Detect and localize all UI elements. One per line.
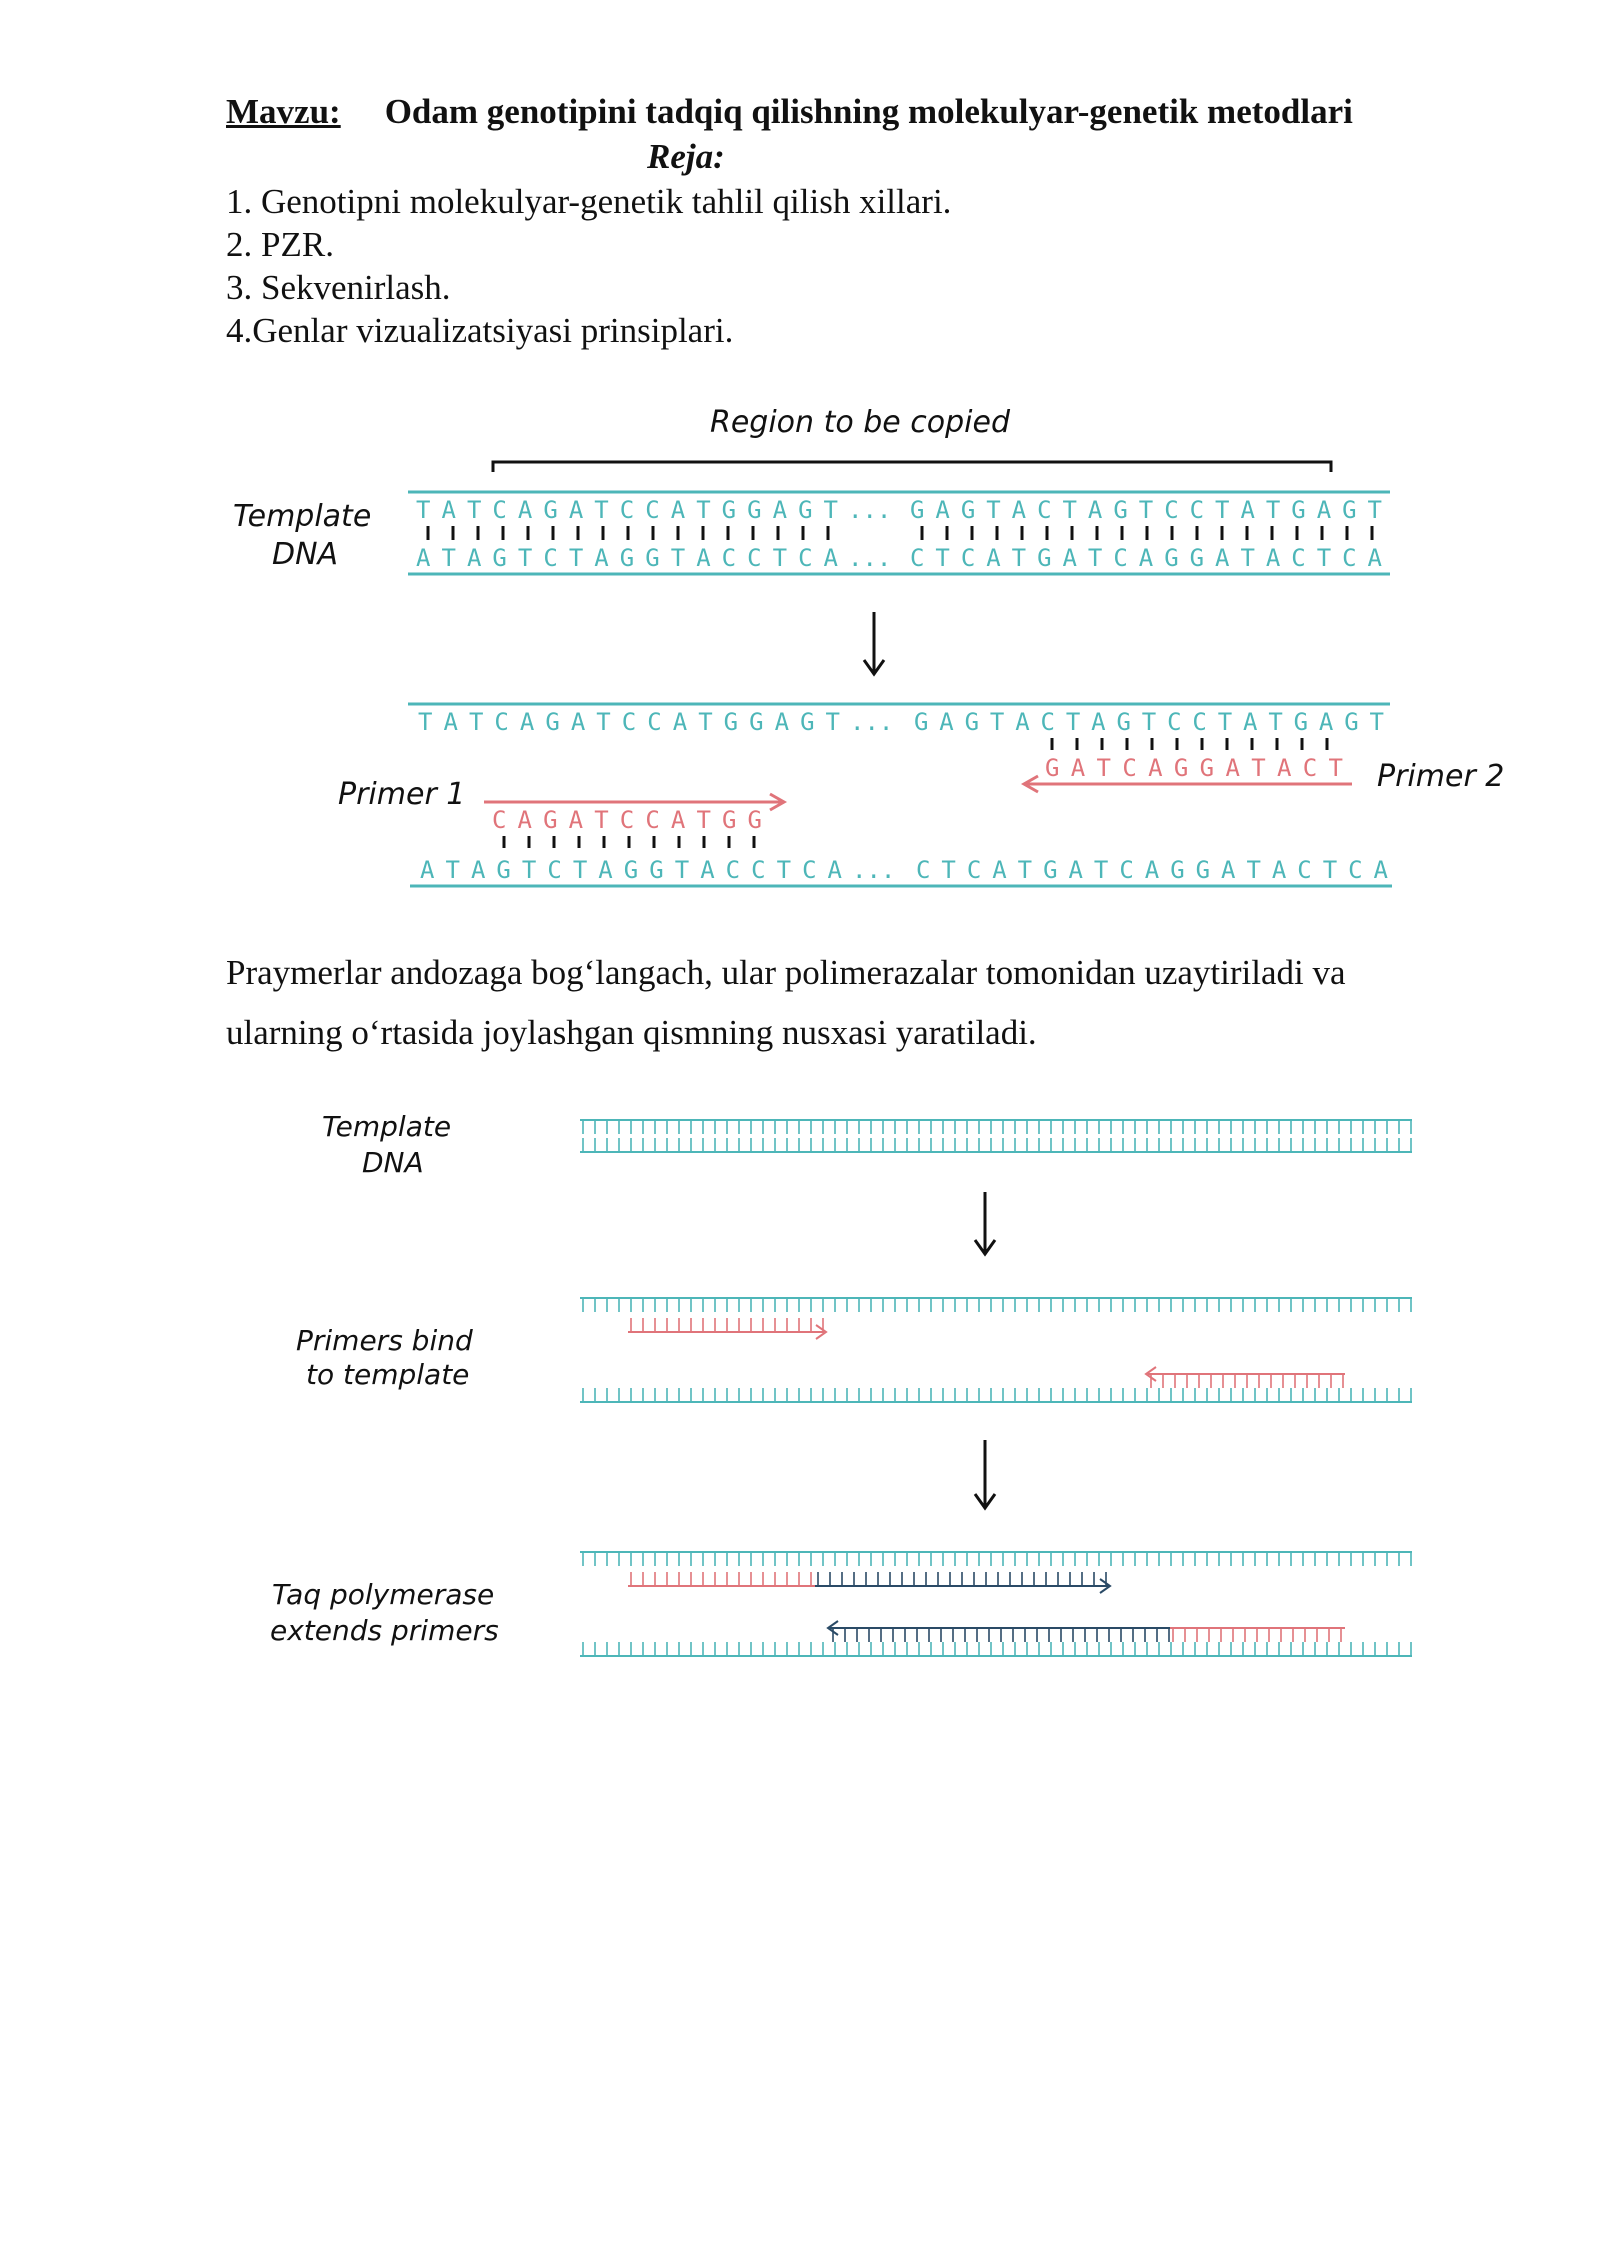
topic-heading	[226, 92, 1526, 132]
topic-label: Mavzu:	[226, 92, 341, 131]
primer-binding-figure	[0, 380, 1600, 900]
step3-label: Taq polymerase extends primers	[270, 1578, 499, 1647]
primer1-sequence: CAGATCCATGG	[492, 806, 762, 834]
dna-strand-schematics	[580, 1120, 1412, 1656]
down-arrow-icon	[975, 1192, 995, 1254]
down-arrow-icon	[975, 1440, 995, 1508]
strand-bottom-right: CTCATGATCAGGATACTCA	[910, 544, 1382, 572]
separated-top-ellipsis: ...	[850, 708, 894, 736]
strand-bottom-ellipsis: ...	[848, 544, 892, 572]
separated-bottom-ellipsis: ...	[852, 856, 896, 884]
plan-item: 2. PZR.	[226, 225, 334, 264]
separated-bottom-left: ATAGTCTAGGTACCTCA	[420, 856, 842, 884]
step2-label: Primers bind to template	[296, 1324, 473, 1391]
down-arrow-icon	[864, 612, 884, 674]
separated-top-right: GAGTACTAGTCCTATGAGT	[914, 708, 1384, 736]
primer2-sequence: GATCAGGATACT	[1045, 754, 1343, 782]
topic-title: Odam genotipini tadqiq qilishning molekulyar-genetik metodlari	[384, 92, 1353, 131]
pcr-steps-figure	[0, 1100, 1600, 1700]
primer1-ticks	[504, 836, 754, 848]
separated-top-left: TATCAGATCCATGGAGT	[418, 708, 840, 736]
region-bracket	[493, 462, 1331, 472]
plan-item: 4.Genlar vizualizatsiyasi prinsiplari.	[226, 311, 734, 350]
explanation-paragraph: Praymerlar andozaga bog‘langach, ular polimerazalar tomonidan uzaytiriladi va ularning o‘rtasida joylashgan qismning nusxasi yaratiladi.	[226, 953, 1346, 1052]
plan-item: 1. Genotipni molekulyar-genetik tahlil qilish xillari.	[226, 182, 952, 221]
template-dna-label: Template DNA	[233, 499, 372, 572]
region-label: Region to be copied	[710, 405, 1010, 440]
plan-list	[226, 180, 951, 352]
strand-top-ellipsis: ...	[848, 496, 892, 524]
separated-bottom-right: CTCATGATCAGGATACTCA	[916, 856, 1388, 884]
base-pair-ticks-top	[428, 526, 1372, 540]
strand-bottom-left: ATAGTCTAGGTACCTCA	[416, 544, 838, 572]
primer2-ticks	[1052, 738, 1327, 750]
step1-label: Template DNA	[322, 1110, 452, 1179]
plan-item: 3. Sekvenirlash.	[226, 268, 451, 307]
primer1-label: Primer 1	[338, 777, 466, 812]
strand-top-right: GAGTACTAGTCCTATGAGT	[910, 496, 1382, 524]
strand-top-left: TATCAGATCCATGGAGT	[416, 496, 838, 524]
primer2-label: Primer 2	[1377, 759, 1505, 794]
plan-heading: Reja:	[647, 137, 725, 176]
